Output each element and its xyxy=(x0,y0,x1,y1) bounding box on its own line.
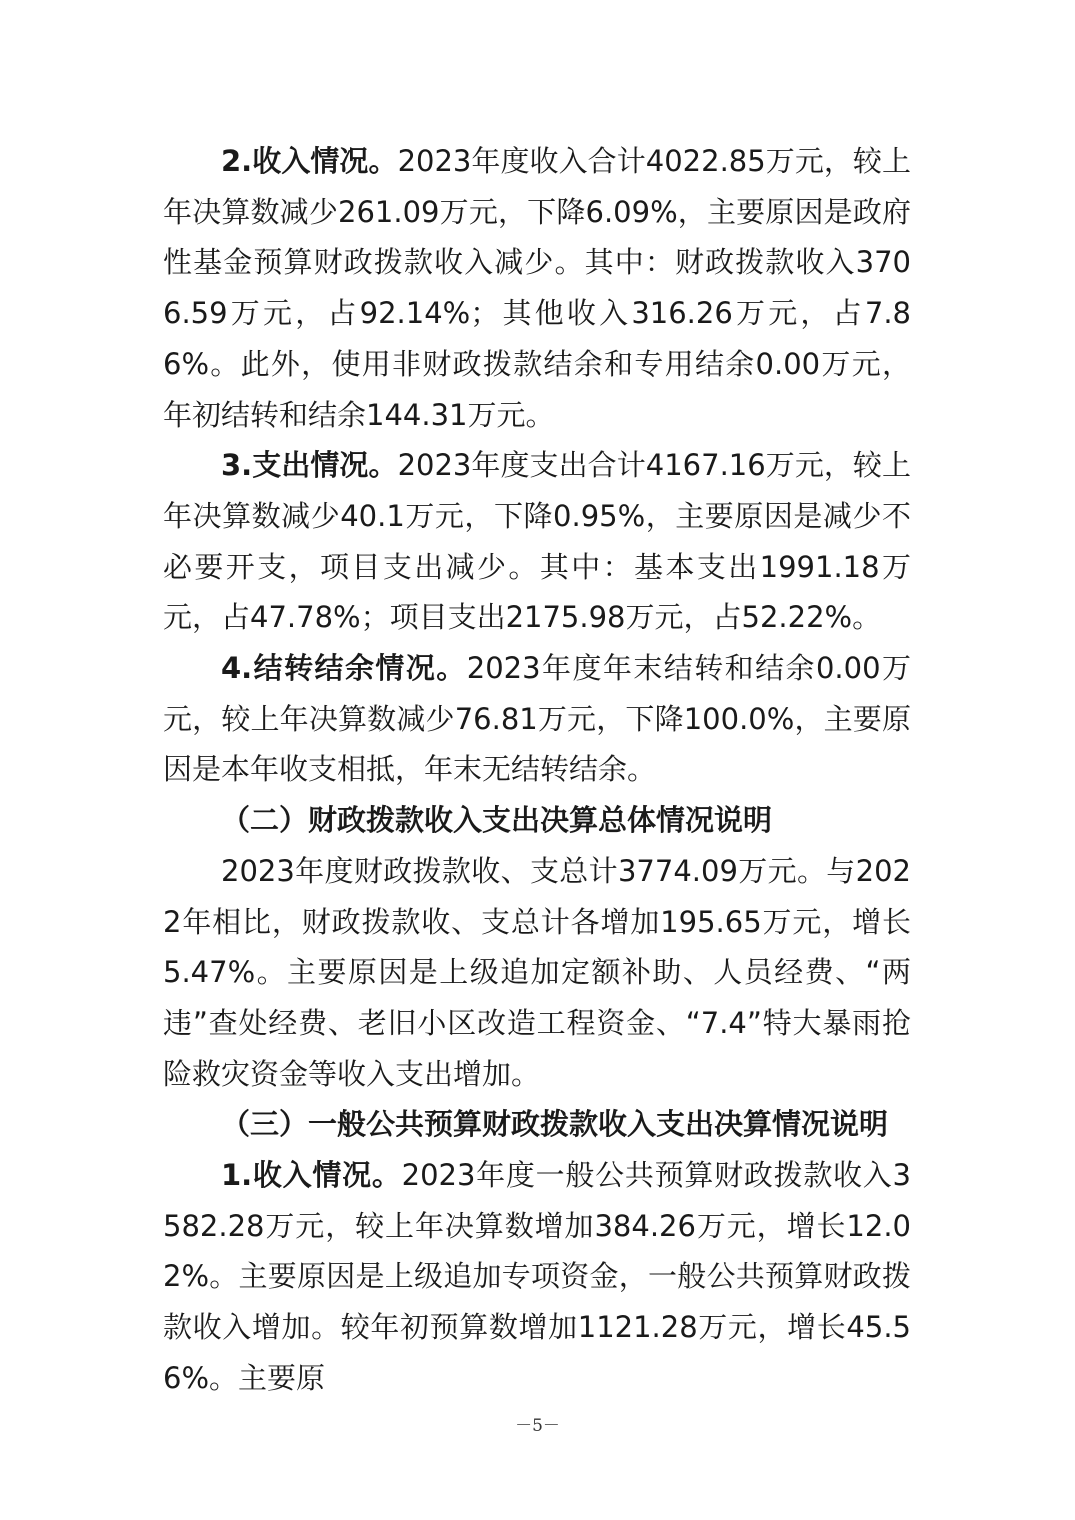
income-heading: 2.收入情况。 xyxy=(221,144,398,178)
section3-income-heading: 1.收入情况。 xyxy=(221,1158,402,1193)
section2-paragraph: 2023年度财政拨款收、支总计3774.09万元。与2022年相比，财政拨款收、支总计各增加195.65万元，增长5.47%。主要原因是上级追加定额补助、人员经费、“两违”查处经费、老旧小区改造工程资金、“7.4”特大暴雨抢险救灾资金等收入支出增加。 xyxy=(163,853,911,1091)
expenditure-paragraph xyxy=(163,440,911,643)
income-paragraph xyxy=(163,136,911,440)
section3-income-text: 2023年度一般公共预算财政拨款收入3582.28万元，较上年决算数增加384.26万元，增长12.02%。主要原因是上级追加专项资金，一般公共预算财政拨款收入增加。较年初预算数增加1121.28万元，增长45.56%。主要原 xyxy=(163,1158,911,1395)
expenditure-text: 2023年度支出合计4167.16万元，较上年决算数减少40.1万元，下降0.95%，主要原因是减少不必要开支，项目支出减少。其中：基本支出1991.18万元，占47.78%；项目支出2175.98万元，占52.22%。 xyxy=(163,448,911,635)
section2-title: （二）财政拨款收入支出决算总体情况说明 xyxy=(221,803,773,838)
carryover-text: 2023年度年末结转和结余0.00万元，较上年决算数减少76.81万元，下降100.0%，主要原因是本年收支相抵，年末无结转结余。 xyxy=(163,651,911,787)
section3-title: （三）一般公共预算财政拨款收入支出决算情况说明 xyxy=(221,1107,889,1142)
page-number: －5－ xyxy=(515,1416,560,1436)
document-body xyxy=(163,136,911,1404)
carryover-heading: 4.结转结余情况。 xyxy=(221,651,467,686)
income-text: 2023年度收入合计4022.85万元，较上年决算数减少261.09万元，下降6.09%，主要原因是政府性基金预算财政拨款收入减少。其中：财政拨款收入3706.59万元，占92.14%；其他收入316.26万元，占7.86%。此外，使用非财政拨款结余和专用结余0.00万元，年初结转和结余144.31万元。 xyxy=(163,144,911,432)
expenditure-heading: 3.支出情况。 xyxy=(221,448,398,483)
carryover-paragraph xyxy=(163,643,911,795)
section3-income-paragraph xyxy=(163,1150,911,1404)
